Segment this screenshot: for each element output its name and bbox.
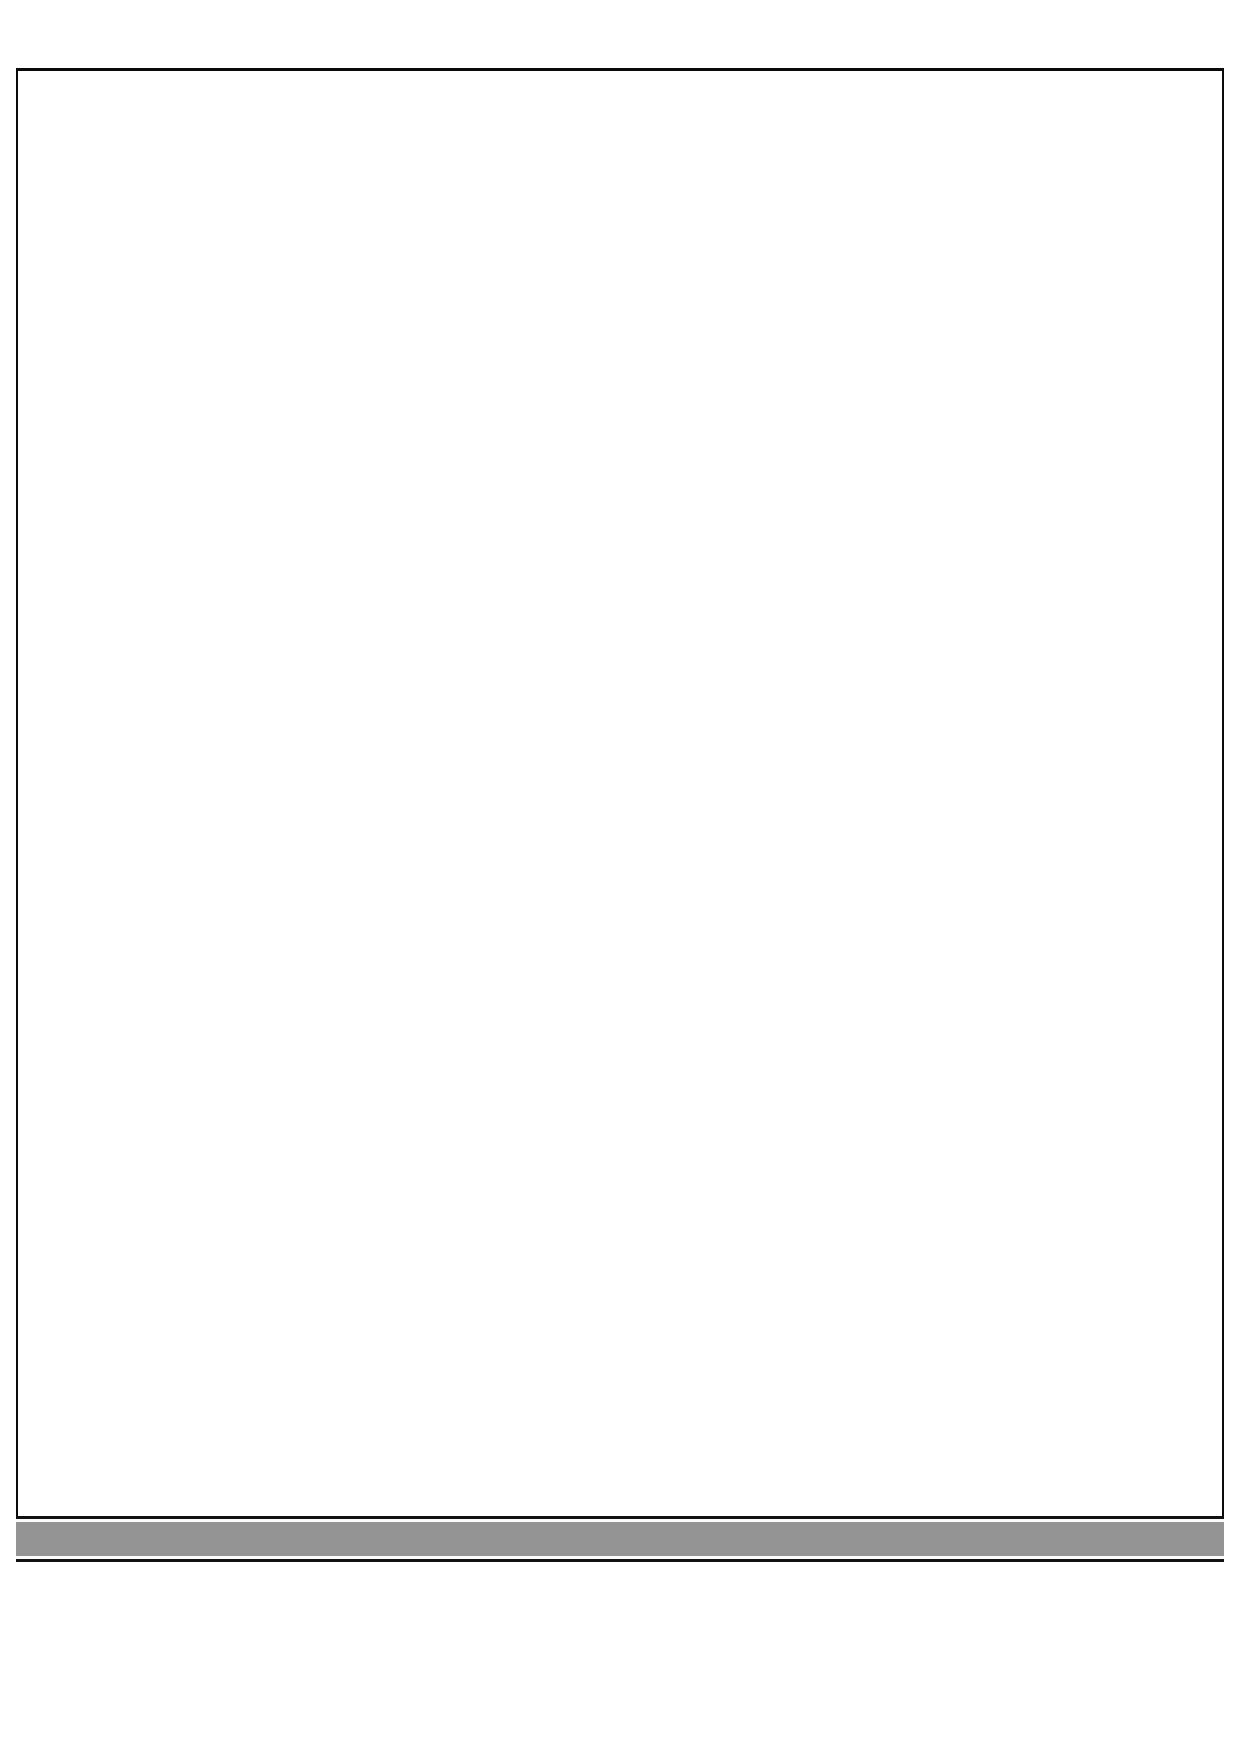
content-frame [16, 68, 1224, 1516]
footer [16, 1516, 1224, 1562]
top-bullet-list [18, 71, 1222, 84]
